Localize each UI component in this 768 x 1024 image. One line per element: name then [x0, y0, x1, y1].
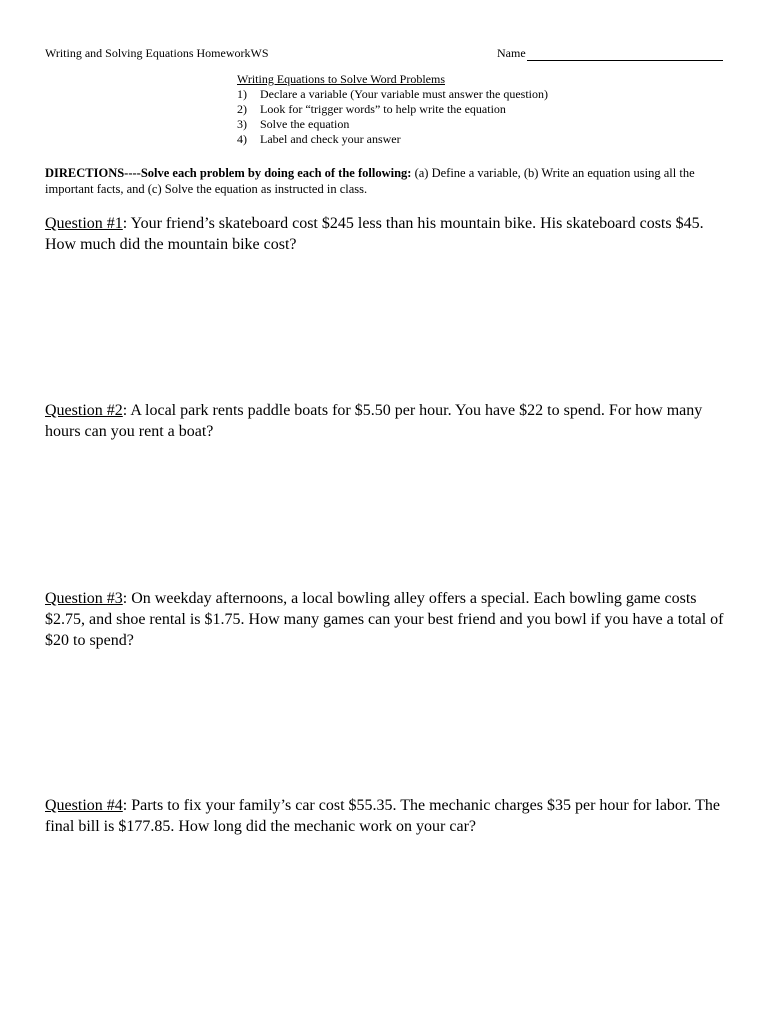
step-text: Declare a variable (Your variable must answer the question): [260, 87, 549, 101]
name-label: Name: [497, 46, 526, 60]
question-4: [45, 795, 735, 837]
step-text: Label and check your answer: [260, 132, 401, 146]
question-label: Question #2: [45, 402, 123, 419]
directions-heading: DIRECTIONS----Solve each problem by doing each of the following:: [45, 166, 412, 180]
question-label: Question #4: [45, 797, 123, 814]
step-number: 1): [237, 87, 247, 101]
question-3: [45, 588, 735, 651]
step-item: [237, 102, 548, 117]
steps-list: [237, 87, 548, 147]
step-number: 3): [237, 117, 247, 131]
step-number: 4): [237, 132, 247, 146]
step-item: [237, 117, 548, 132]
question-text: : Your friend’s skateboard cost $245 less than his mountain bike. His skateboard costs $45. How much did the mountain bike cost?: [45, 215, 704, 253]
step-text: Solve the equation: [260, 117, 350, 131]
worksheet-title: Writing and Solving Equations HomeworkWS: [45, 46, 269, 60]
question-text: : On weekday afternoons, a local bowling alley offers a special. Each bowling game costs $2.75, and shoe rental is $1.75. How many games can your best friend and you bowl if you have a total of $20 to spend?: [45, 590, 724, 649]
step-text: Look for “trigger words” to help write the equation: [260, 102, 506, 116]
step-number: 2): [237, 102, 247, 116]
question-text: : Parts to fix your family’s car cost $55.35. The mechanic charges $35 per hour for labor. The final bill is $177.85. How long did the mechanic work on your car?: [45, 797, 720, 835]
name-field: [497, 46, 723, 61]
question-1: [45, 213, 735, 255]
question-text: : A local park rents paddle boats for $5.50 per hour. You have $22 to spend. For how many hours can you rent a boat?: [45, 402, 703, 440]
steps-title: Writing Equations to Solve Word Problems: [237, 72, 445, 86]
name-blank-line: [527, 46, 723, 61]
question-label: Question #3: [45, 590, 123, 607]
question-label: Question #1: [45, 215, 123, 232]
directions-paragraph: [45, 165, 725, 197]
step-item: [237, 87, 548, 102]
step-item: [237, 132, 548, 147]
directions-text: (a) Define a variable, (b) Write an equation using all the important facts, and (c) Solve the equation as instructed in class.: [45, 166, 695, 196]
question-2: [45, 400, 735, 442]
steps-section: [237, 72, 548, 147]
